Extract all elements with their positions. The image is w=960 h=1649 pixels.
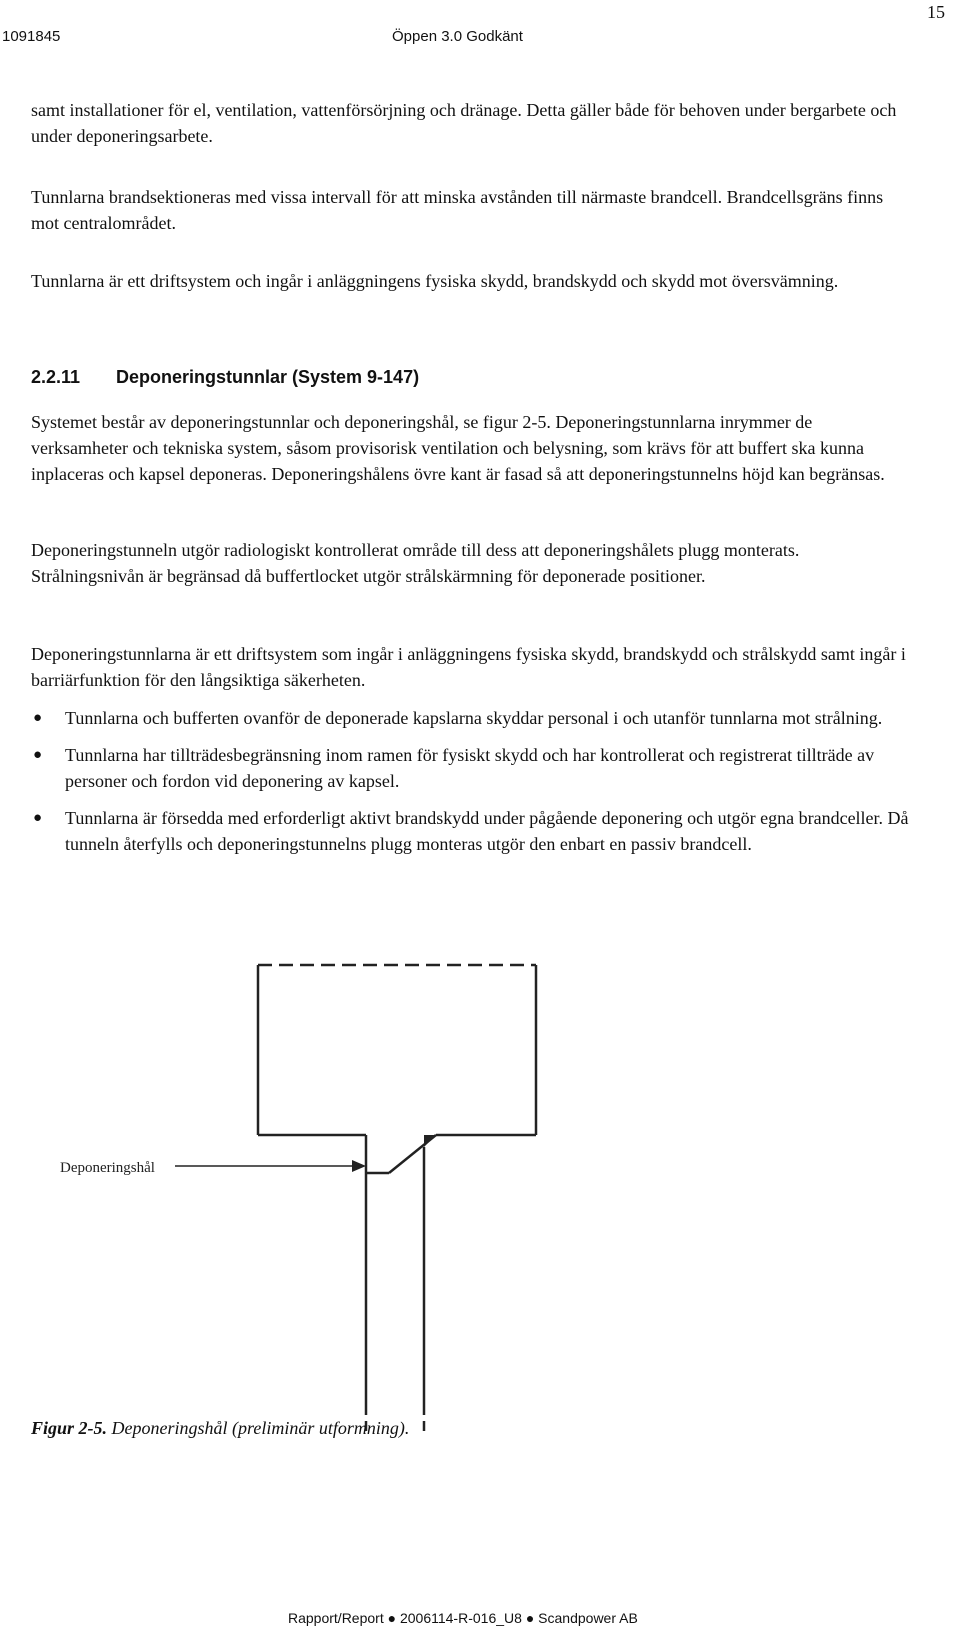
paragraph-intro: samt installationer för el, ventilation, vattenförsörjning och dränage. Detta gäller både för behoven under bergarbete och under deponeringsarbete. [31, 100, 897, 146]
bullet-icon: ● [33, 810, 43, 826]
bullet-icon: ● [33, 747, 43, 763]
section-number: 2.2.11 [31, 367, 81, 387]
footer-separator: ● [525, 1610, 535, 1626]
list-item-text: Tunnlarna är försedda med erforderligt aktivt brandskydd under pågående deponering och utgör egna brandceller. Då tunneln återfylls och deponeringstunnelns plugg monteras utgör den enbart en passiv brandcell. [65, 808, 909, 854]
section-title: Deponeringstunnlar (System 9-147) [116, 367, 420, 387]
list-item-text: Tunnlarna och bufferten ovanför de deponerade kapslarna skyddar personal i och utanför tunnlarna mot strålning. [65, 708, 883, 728]
paragraph-operating-system: Tunnlarna är ett driftsystem och ingår i anläggningens fysiska skydd, brandskydd och skydd mot översvämning. [31, 271, 839, 291]
list-item [31, 742, 911, 794]
label-arrow-head-icon [352, 1160, 366, 1172]
footer-report-number: 2006114-R-016_U8 [399, 1610, 522, 1626]
footer-report: Rapport/Report [288, 1610, 384, 1626]
deposition-hole-diagram [0, 935, 960, 1435]
section-heading [31, 367, 419, 388]
paragraph-barrier-function: Deponeringstunnlarna är ett driftsystem som ingår i anläggningens fysiska skydd, brandskydd och strålskydd samt ingår i barriärfunktion för den långsiktiga säkerheten. [31, 644, 906, 690]
page-number: 15 [927, 2, 945, 22]
figure-caption-text: Deponeringshål (preliminär utformning). [111, 1418, 410, 1438]
document-status: Öppen 3.0 Godkänt [392, 28, 523, 45]
figure-caption [31, 1418, 409, 1439]
paragraph-radiology: Deponeringstunneln utgör radiologiskt kontrollerat område till dess att deponeringshålets plugg monterats. Strålningsnivån är begränsad då buffertlocket utgör strålskärmning för deponerade positioner. [31, 540, 800, 586]
deposition-hole-label: Deponeringshål [60, 1160, 155, 1176]
figure-caption-label: Figur 2-5. [31, 1418, 108, 1438]
bullet-list [31, 705, 911, 868]
list-item [31, 805, 911, 857]
bullet-icon: ● [33, 710, 43, 726]
footer-company: Scandpower AB [538, 1610, 638, 1626]
paragraph-fire-sections: Tunnlarna brandsektioneras med vissa intervall för att minska avstånden till närmaste brandcell. Brandcellsgräns finns mot centralområdet. [31, 187, 884, 233]
footer-separator: ● [387, 1610, 397, 1626]
paragraph-system-description: Systemet består av deponeringstunnlar och deponeringshål, se figur 2-5. Deponeringstunnlarna inrymmer de verksamheter och tekniska system, såsom provisorisk ventilation och belysning, som krävs för att buffert ska kunna inplaceras och kapsel deponeras. Deponeringshålens övre kant är fasad så att deponeringstunnelns höjd kan begränsas. [31, 412, 885, 484]
page-footer [288, 1610, 638, 1626]
list-item [31, 705, 911, 731]
document-id: 1091845 [2, 28, 61, 45]
list-item-text: Tunnlarna har tillträdesbegränsning inom ramen för fysiskt skydd och har kontrollerat och registrerat tillträde av personer och fordon vid deponering av kapsel. [65, 745, 875, 791]
